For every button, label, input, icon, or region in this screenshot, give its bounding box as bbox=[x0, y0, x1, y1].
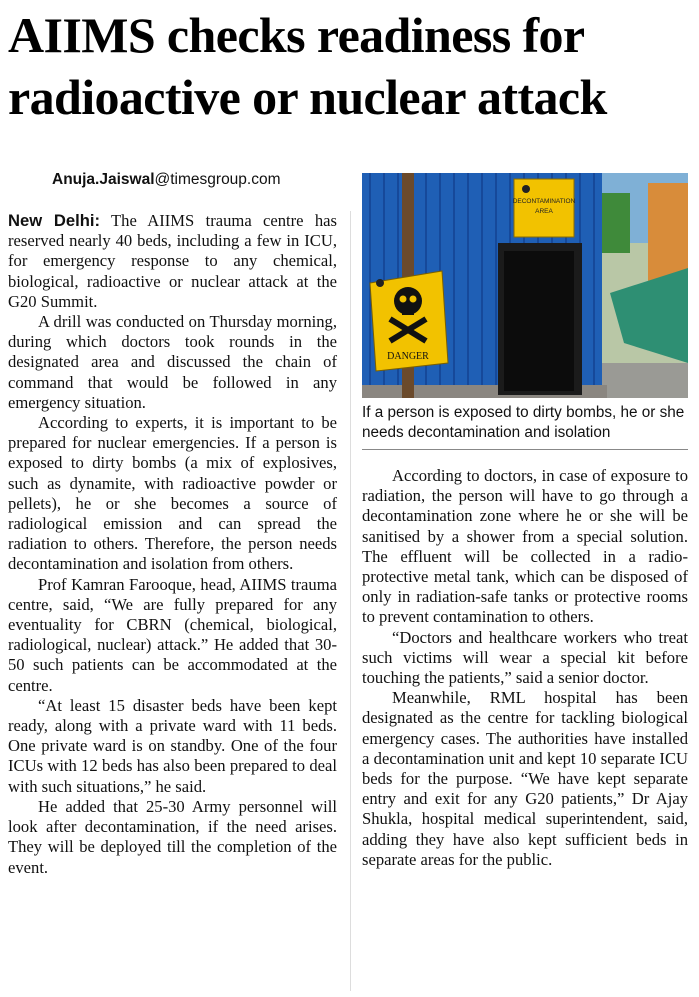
headline-line-1: AIIMS checks readiness for bbox=[8, 7, 585, 63]
caption-rule bbox=[362, 449, 688, 450]
sign-decontamination-line-2: AREA bbox=[535, 208, 553, 215]
byline-domain: @timesgroup.com bbox=[154, 171, 281, 188]
article-column-left bbox=[8, 211, 337, 878]
article-paragraph: New Delhi: The AIIMS trauma centre has reserved nearly 40 beds, including a few in ICU, for emergency response to any chemical, biological, radioactive or nuclear attack at the G20 Summit. bbox=[8, 211, 337, 311]
article-paragraph: According to experts, it is important to be prepared for nuclear emergencies. If a person is exposed to dirty bombs (a mix of explosives, such as dynamite, with radioactive powder or pellets), he or she becomes a source of radiological emission and can spread the radiation to others. Therefore, the person needs decontamination and isolation from others. bbox=[8, 413, 337, 574]
photo-caption: If a person is exposed to dirty bombs, he or she needs decontamination and isolation bbox=[362, 404, 685, 441]
byline bbox=[52, 171, 281, 189]
byline-name: Anuja.Jaiswal bbox=[52, 171, 155, 188]
headline-line-2: radioactive or nuclear attack bbox=[8, 69, 607, 125]
decontamination-area-photo bbox=[362, 173, 688, 398]
column-divider bbox=[350, 211, 351, 991]
dateline: New Delhi: bbox=[8, 211, 101, 230]
sign-danger-text: DANGER bbox=[387, 351, 429, 362]
article-column-right bbox=[362, 466, 688, 870]
article-paragraph: “At least 15 disaster beds have been kept ready, along with a private ward with 11 beds. One private ward is on standby. One of the four ICUs with 12 beds has also been prepared to deal with such situations,” he said. bbox=[8, 695, 337, 796]
article-paragraph: He added that 25-30 Army personnel will look after decontamination, if the need arises. They will be deployed till the completion of the event. bbox=[8, 796, 337, 877]
article-photo bbox=[362, 173, 688, 398]
article-paragraph: Meanwhile, RML hospital has been designated as the centre for tackling biological emergency cases. The authorities have installed a decontamination unit and kept 10 separate ICU beds for the purpose. “We have kept separate entry and exit for any G20 patients,” Dr Ajay Shukla, hospital medical superintendent, said, adding they have also kept sufficient beds in separate areas for the public. bbox=[362, 688, 688, 869]
article-paragraph: According to doctors, in case of exposure to radiation, the person will have to go through a decontamination zone where he or she will be sanitised by a shower from a special solution. The effluent will be collected in a radio-protective metal tank, which can be disposed of only in radiation-safe tanks or protective rooms to prevent contamination to others. bbox=[362, 466, 688, 627]
sign-decontamination-line-1: DECONTAMINATION bbox=[512, 198, 576, 205]
article-paragraph: “Doctors and healthcare workers who treat such victims will wear a special kit before touching the patients,” said a senior doctor. bbox=[362, 627, 688, 688]
headline bbox=[8, 4, 698, 128]
article-paragraph: Prof Kamran Farooque, head, AIIMS trauma centre, said, “We are fully prepared for any eventuality for CBRN (chemical, biological, radiological, nuclear) attack.” He added that 30-50 such patients can be accommodated at the centre. bbox=[8, 574, 337, 695]
article-paragraph: A drill was conducted on Thursday morning, during which doctors took rounds in the designated area and discussed the chain of command that would be followed in any emergency situation. bbox=[8, 312, 337, 412]
